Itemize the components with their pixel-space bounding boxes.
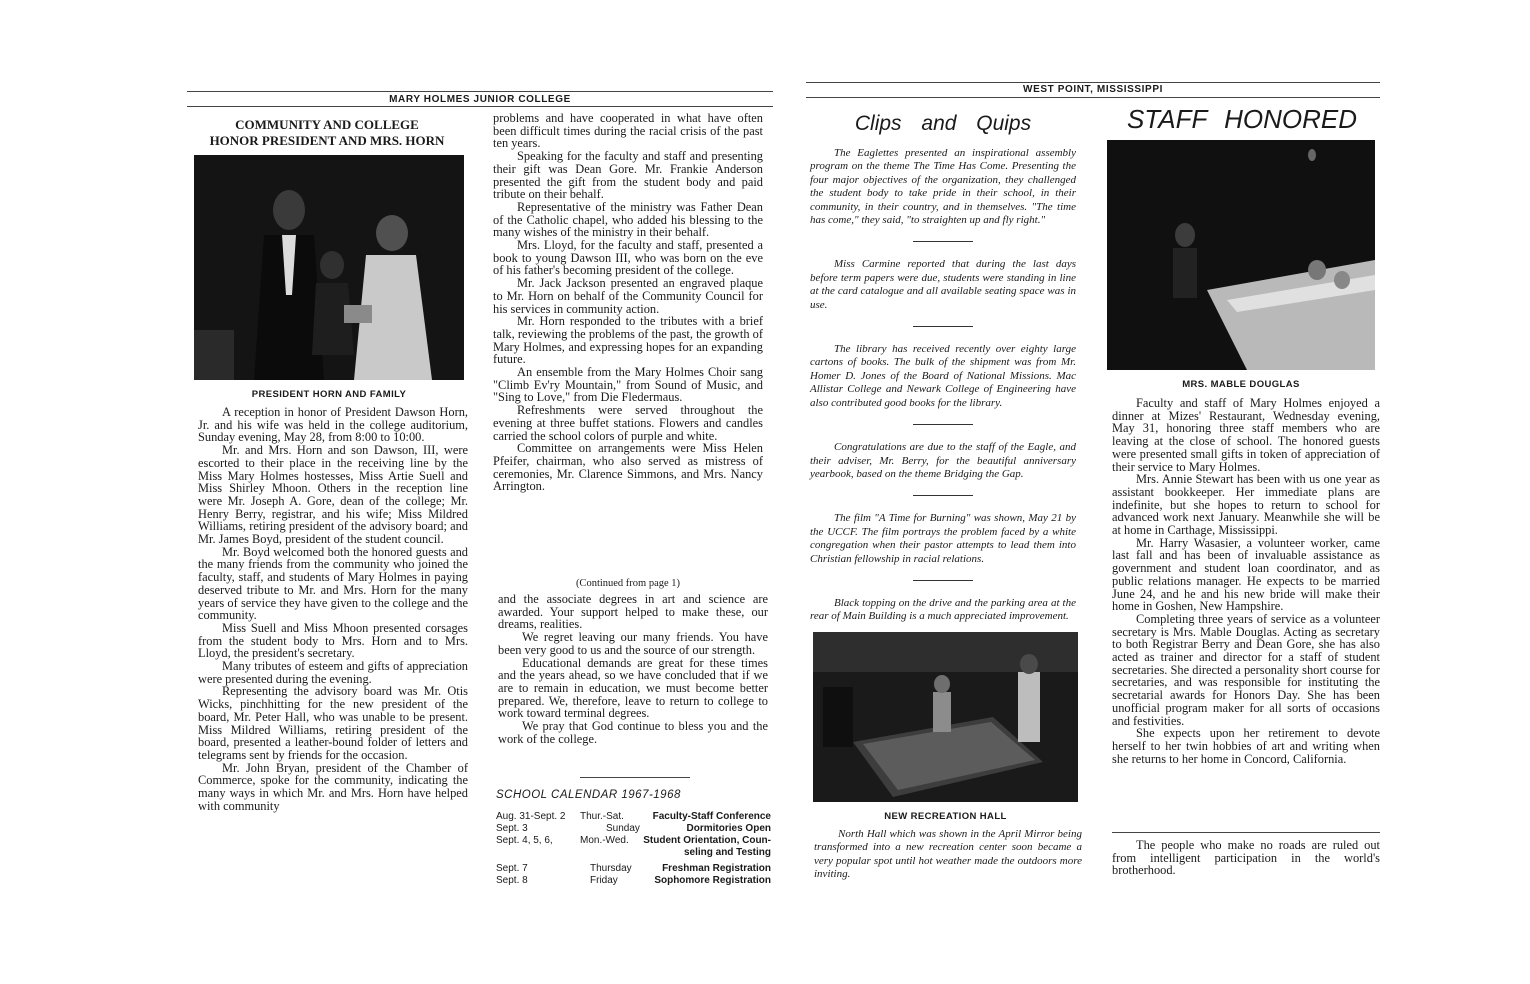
- headline-line1: COMMUNITY AND COLLEGE: [235, 117, 419, 132]
- calendar-row: [496, 835, 771, 847]
- continued-column: [498, 593, 768, 745]
- staff-title: STAFF HONORED: [1126, 104, 1358, 134]
- clips-item: Black topping on the drive and the parking area at the rear of Main Building is a much appreciated improvement.: [810, 596, 1076, 623]
- staff-photo-figures: [1107, 140, 1375, 370]
- clips-column: [810, 147, 1076, 624]
- header-rule-bottom-left: [187, 106, 773, 107]
- article-paragraph: Mr. Horn responded to the tributes with a brief talk, reviewing the problems of the past, the growth of Mary Holmes, and expressing hopes for an expanding future.: [493, 314, 763, 367]
- calendar-day: Thursday: [590, 863, 632, 874]
- calendar-date: Sept. 8: [496, 875, 528, 886]
- calendar-event: Student Orientation, Coun-: [643, 835, 771, 846]
- headline: [188, 117, 466, 149]
- photo-caption-staff: MRS. MABLE DOUGLAS: [1182, 379, 1300, 390]
- article-paragraph: Mr. and Mrs. Horn and son Dawson, III, were escorted to their place in the receiving line by the Miss Mary Holmes hostesses, Miss Artie Suell and Miss Shirley Mhoon. Others in the reception line were Mr. Joseph A. Gore, dean of the college; Mr. Henry Berry, registrar, and his wife; Miss Mildred Williams, retiring president of the advisory board; and Mr. James Boyd, president of the student council.: [198, 443, 468, 547]
- staff-paragraph: She expects upon her retirement to devote herself to her twin hobbies of art and writing when she returns to her home in Concord, California.: [1112, 726, 1380, 766]
- calendar-event: Faculty-Staff Conference: [652, 811, 771, 822]
- left-page-header: MARY HOLMES JUNIOR COLLEGE: [389, 94, 571, 105]
- photo-caption-recreation: NEW RECREATION HALL: [884, 811, 1007, 822]
- calendar-row: [496, 823, 771, 835]
- article-paragraph: Representing the advisory board was Mr. Otis Wicks, pinchhitting for the new president of the board, Mr. Peter Hall, who was unable to be present. Miss Mildred Williams, retiring president of the board, presented a leather-bound folder of letters and telegrams sent by friends for the occasion.: [198, 684, 468, 762]
- header-rule-top-right: [806, 82, 1380, 83]
- clips-item: Congratulations are due to the staff of the Eagle, and their adviser, Mr. Berry, for the beautiful anniversary yearbook, based on the theme Bridging the Gap.: [810, 441, 1076, 480]
- article-paragraph: Representative of the ministry was Father Dean of the Catholic chapel, who added his blessing to the many wishes of the ministry in their behalf.: [493, 199, 763, 240]
- calendar-event: Dormitories Open: [686, 823, 771, 834]
- calendar-day: Thur.-Sat.: [580, 811, 624, 822]
- calendar-event: seling and Testing: [683, 847, 771, 858]
- staff-paragraph: Mrs. Annie Stewart has been with us one year as assistant bookkeeper. Her immediate plans are indefinite, but she hopes to return to school for advanced work next January. Meanwhile she will be at home in Carthage, Mississippi.: [1112, 472, 1380, 538]
- article-paragraph: Mr. Jack Jackson presented an engraved plaque to Mr. Horn on behalf of the Community Council for his services in community action.: [493, 276, 763, 316]
- recreation-photo-figures: [813, 632, 1078, 802]
- article-paragraph: A reception in honor of President Dawson Horn, Jr. and his wife was held in the college auditorium, Sunday evening, May 28, from 8:00 to 10:00.: [198, 405, 468, 445]
- closing-block: [1112, 839, 1380, 877]
- continued-paragraph: We pray that God continue to bless you and the work of the college.: [498, 719, 768, 746]
- calendar-row: [496, 863, 771, 875]
- calendar-table: [496, 811, 771, 887]
- staff-paragraph: Faculty and staff of Mary Holmes enjoyed a dinner at Mizes' Restaurant, Wednesday evening, May 31, honoring three staff members who are leaving at the close of school. The honored guests were presented small gifts in token of appreciation of their service to Mary Holmes.: [1112, 396, 1380, 474]
- continued-paragraph: and the associate degrees in art and science are awarded. Your support helped to make these, our dreams, realities.: [498, 592, 768, 632]
- article-paragraph: problems and have cooperated in what have often been difficult times during the racial crisis of the past ten years.: [493, 111, 763, 151]
- staff-article-column: [1112, 397, 1380, 765]
- closing-divider: [1112, 832, 1380, 833]
- article-paragraph: Speaking for the faculty and staff and presenting their gift was Dean Gore. Mr. Frankie Anderson presented the gift from the student body and paid tribute on their behalf.: [493, 149, 763, 202]
- recreation-text: North Hall which was shown in the April Mirror being transformed into a new recreation center soon became a very popular spot until hot weather made the outdoors more inviting.: [814, 828, 1082, 881]
- closing-text: The people who make no roads are ruled out from intelligent participation in the world's brotherhood.: [1112, 838, 1380, 878]
- calendar-date: Aug. 31-Sept. 2: [496, 811, 566, 822]
- calendar-divider: [580, 777, 690, 778]
- calendar-date: Sept. 7: [496, 863, 528, 874]
- article-paragraph: Miss Suell and Miss Mhoon presented corsages from the student body to Mrs. Horn and to Mrs. Lloyd, the president's secretary.: [198, 620, 468, 661]
- right-page-header: WEST POINT, MISSISSIPPI: [1023, 84, 1163, 95]
- calendar-event: Sophomore Registration: [654, 875, 771, 886]
- continued-paragraph: We regret leaving our many friends. You have been very good to us and the source of our strength.: [498, 630, 768, 657]
- calendar-event: Freshman Registration: [662, 863, 771, 874]
- calendar-date: Sept. 3: [496, 823, 528, 834]
- clips-separator: [913, 495, 973, 496]
- calendar-title: SCHOOL CALENDAR 1967-1968: [496, 789, 681, 801]
- article-paragraph: Mr. Boyd welcomed both the honored guests and the many friends from the community who joined the faculty, staff, and students of Mary Holmes in paying deserved tribute to Mr. and Mrs. Horn for the many years of service they have given to the college and the community.: [198, 544, 468, 623]
- calendar-date: Sept. 4, 5, 6,: [496, 835, 553, 846]
- article-paragraph: Mrs. Lloyd, for the faculty and staff, presented a book to young Dawson III, who was born on the eve of his father's becoming president of the college.: [493, 238, 763, 278]
- photo-mable-douglas: [1107, 140, 1375, 370]
- clips-title: Clips and Quips: [854, 112, 1032, 135]
- article-column-2: [493, 112, 763, 493]
- staff-paragraph: Completing three years of service as a volunteer secretary is Mrs. Mable Douglas. Acting as secretary to both Registrar Berry and Dean Gore, she has also acted as trainer and director for a staff of student secretaries. She directed a personality short course for secretaries, and was responsible for instituting the secretarial awards for Honors Day. She has been unofficial program maker for all sorts of occasions and festivities.: [1112, 611, 1380, 728]
- article-paragraph: Refreshments were served throughout the evening at three buffet stations. Flowers and candles carried the school colors of purple and white.: [493, 403, 763, 443]
- clips-item: Miss Carmine reported that during the last days before term papers were due, students were standing in line at the card catalogue and all available seating space was in use.: [810, 258, 1076, 311]
- calendar-row: [496, 875, 771, 887]
- clips-item: The film "A Time for Burning" was shown, May 21 by the UCCF. The film portrays the problem faced by a white congregation when their pastor attempts to lead them into Christian fellowship in racial relations.: [810, 512, 1076, 565]
- headline-line2: HONOR PRESIDENT AND MRS. HORN: [209, 133, 445, 148]
- clips-item: The Eaglettes presented an inspirational assembly program on the theme The Time Has Come. Presenting the four major objectives of the organization, they challenged the student body to take pride in their school, in their community, in their country, and in themselves. "The time has come," they said, "to straighten up and fly right.": [810, 147, 1076, 227]
- clips-separator: [913, 424, 973, 425]
- continued-paragraph: Educational demands are great for these times and the years ahead, so we have concluded that if we are to remain in education, we must become better prepared. We, therefore, leave to return to college to work toward terminal degrees.: [498, 655, 768, 721]
- calendar-day: Sunday: [606, 823, 640, 834]
- clips-item: The library has received recently over eighty large cartons of books. The bulk of the shipment was from Mr. Homer D. Jones of the Board of National Missions. Mac Allistar College and Newark College of Engineering have also contributed good books for the library.: [810, 343, 1076, 409]
- photo-recreation-hall: [813, 632, 1078, 802]
- calendar-row: [496, 847, 771, 859]
- article-paragraph: An ensemble from the Mary Holmes Choir sang "Climb Ev'ry Mountain," from Sound of Music, and "Sing to Love," from Die Fledermaus.: [493, 365, 763, 405]
- photo-figures: [194, 155, 464, 380]
- article-paragraph: Committee on arrangements were Miss Helen Pfeifer, chairman, who also served as mistress of ceremonies, Mr. Clarence Simmons, and Mrs. Nancy Arrington.: [493, 441, 763, 494]
- photo-caption-president: PRESIDENT HORN AND FAMILY: [251, 389, 407, 400]
- recreation-text-block: [814, 828, 1082, 882]
- clips-separator: [913, 326, 973, 327]
- article-column-1: [198, 406, 468, 813]
- article-paragraph: Mr. John Bryan, president of the Chamber of Commerce, spoke for the community, indicating the many ways in which Mr. and Mrs. Horn have helped with community: [198, 760, 468, 813]
- calendar-day: Mon.-Wed.: [580, 835, 629, 846]
- clips-separator: [913, 580, 973, 581]
- calendar-row: [496, 811, 771, 823]
- calendar-day: Friday: [590, 875, 618, 886]
- header-rule-bottom-right: [806, 97, 1380, 98]
- photo-president-horn-family: [194, 155, 464, 380]
- continued-label: (Continued from page 1): [575, 578, 681, 589]
- article-paragraph: Many tributes of esteem and gifts of appreciation were presented during the evening.: [198, 659, 468, 686]
- clips-separator: [913, 241, 973, 242]
- staff-paragraph: Mr. Harry Wasasier, a volunteer worker, came last fall and has been of invaluable assistance as government and student loan coordinator, and as public relations manager. He expects to be married June 24, and he and his new bride will make their home in Goshen, New Hampshire.: [1112, 535, 1380, 614]
- header-rule-top-left: [187, 91, 773, 92]
